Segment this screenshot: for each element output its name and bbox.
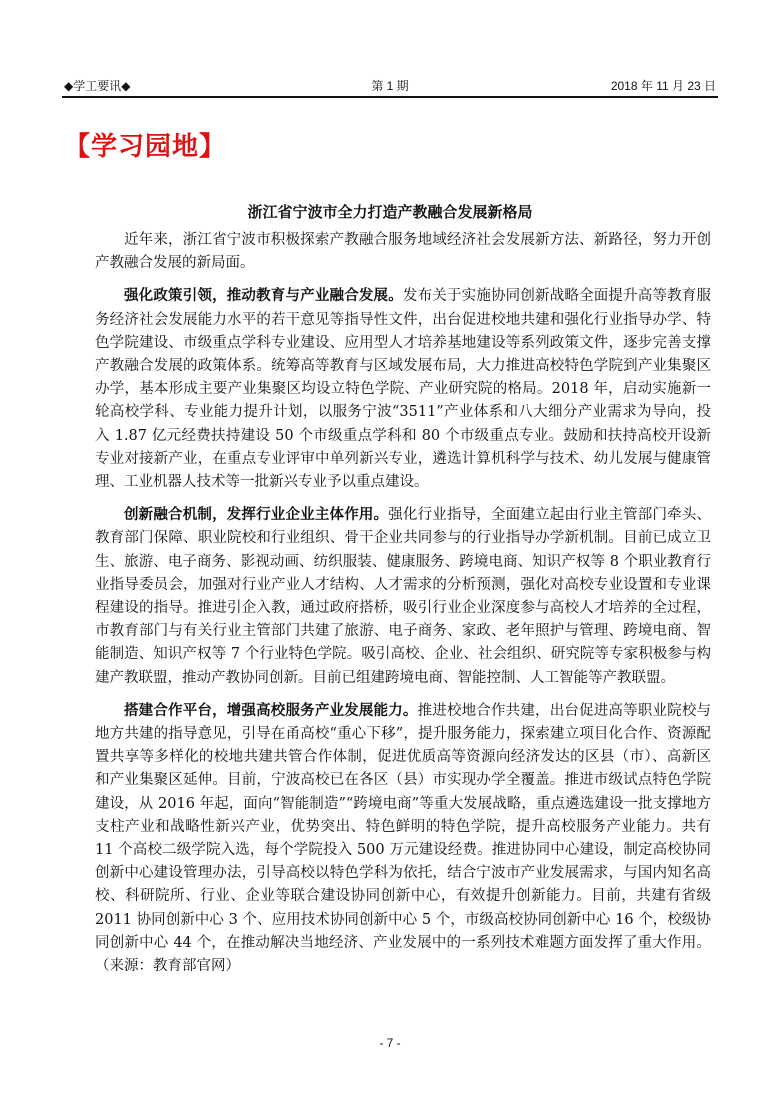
article-title: 浙江省宁波市全力打造产教融合发展新格局 [247, 203, 533, 221]
page-number: - 7 - [379, 1036, 401, 1050]
issue-date: 2018 年 11 月 23 日 [610, 79, 716, 93]
paragraph-text: 强化行业指导，全面建立起由行业主管部门牵头、教育部门保障、职业院校和行业组织、骨干企业共同参与的行业指导办学新机制。目前已成立卫生、旅游、电子商务、影视动画、纺织服装、健康服务、跨境电商、知识产权等 8 个职业教育行业指导委员会，加强对行业产业人才结构、人才需求的分析预测，强化对高校专业设置和专业课程建设的指导。推进引企入教，通过政府搭桥，吸引行业企业深度参与高校人才培养的全过程，市教育部门与有关行业主管部门共建了旅游、电子商务、家政、老年照护与管理、跨境电商、智能制造、知识产权等 7 个行业特色学院。吸引高校、企业、社会组织、研究院等专家积极参与构建产教联盟，推动产教协同创新。目前已组建跨境电商、智能控制、人工智能等产教联盟。 [95, 507, 712, 686]
intro-paragraph: 近年来，浙江省宁波市积极探索产教融合服务地域经济社会发展新方法、新路径，努力开创产教融合发展的新局面。 [95, 232, 711, 272]
paragraph-heading: 搭建合作平台，增强高校服务产业发展能力。 [124, 702, 418, 719]
issue-number: 第 1 期 [371, 79, 409, 93]
paragraph-heading: 创新融合机制，发挥行业企业主体作用。 [124, 507, 389, 524]
paragraph-text: 发布关于实施协同创新战略全面提升高等教育服务经济社会发展能力水平的若干意见等指导性文件，出台促进校地共建和强化行业指导办学、特色学院建设、市级重点学科专业建设、应用型人才培养基地建设等系列政策文件，逐步完善支撑产教融合发展的政策体系。统筹高等教育与区域发展布局，大力推进高校特色学院到产业集聚区办学，基本形成主要产业集聚区均设立特色学院、产业研究院的格局。2018 年，启动实施新一轮高校学科、专业能力提升计划，以服务宁波“3511”产业体系和八大细分产业需求为导向，投入 1.87 亿元经费扶持建设 50 个市级重点学科和 80 个市级重点专业。鼓励和扶持高校开设新专业对接新产业，在重点专业评审中单列新兴专业，遴选计算机科学与技术、幼儿发展与健康管理、工业机器人技术等一批新兴专业予以重点建设。 [95, 288, 712, 491]
article-body [95, 229, 711, 978]
header-divider [62, 96, 718, 98]
page-header [64, 77, 716, 95]
paragraph-policy [95, 285, 711, 494]
section-title: 【学习园地】 [64, 132, 227, 162]
paragraph-heading: 强化政策引领，推动教育与产业融合发展。 [124, 288, 403, 305]
paragraph-text: 推进校地合作共建，出台促进高等职业院校与地方共建的指导意见，引导在甬高校“重心下移”，提升服务能力，探索建立项目化合作、资源配置共享等多样化的校地共建共管合作体制，促进优质高等资源向经济发达的区县（市）、高新区和产业集聚区延伸。目前，宁波高校已在各区（县）市实现办学全覆盖。推进市级试点特色学院建设，从 2016 年起，面向“智能制造”“跨境电商”等重大发展战略，重点遴选建设一批支撑地方支柱产业和战略性新兴产业，优势突出、特色鲜明的特色学院，提升高校服务产业能力。共有 11 个高校二级学院入选，每个学院投入 500 万元建设经费。推进协同中心建设，制定高校协同创新中心建设管理办法，引导高校以特色学科为依托，结合宁波市产业发展需求，与国内知名高校、科研院所、行业、企业等联合建设协同创新中心，有效提升创新能力。目前，共建有省级 2011 协同创新中心 3 个、应用技术协同创新中心 5 个，市级高校协同创新中心 16 个，校级协同创新中心 44 个，在推动解决当地经济、产业发展中的一系列技术难题方面发挥了重大作用。（来源：教育部官网） [95, 702, 712, 975]
paragraph-mechanism [95, 504, 711, 690]
paragraph-platform [95, 700, 711, 978]
newsletter-name: ◆学工要讯◆ [64, 79, 131, 93]
